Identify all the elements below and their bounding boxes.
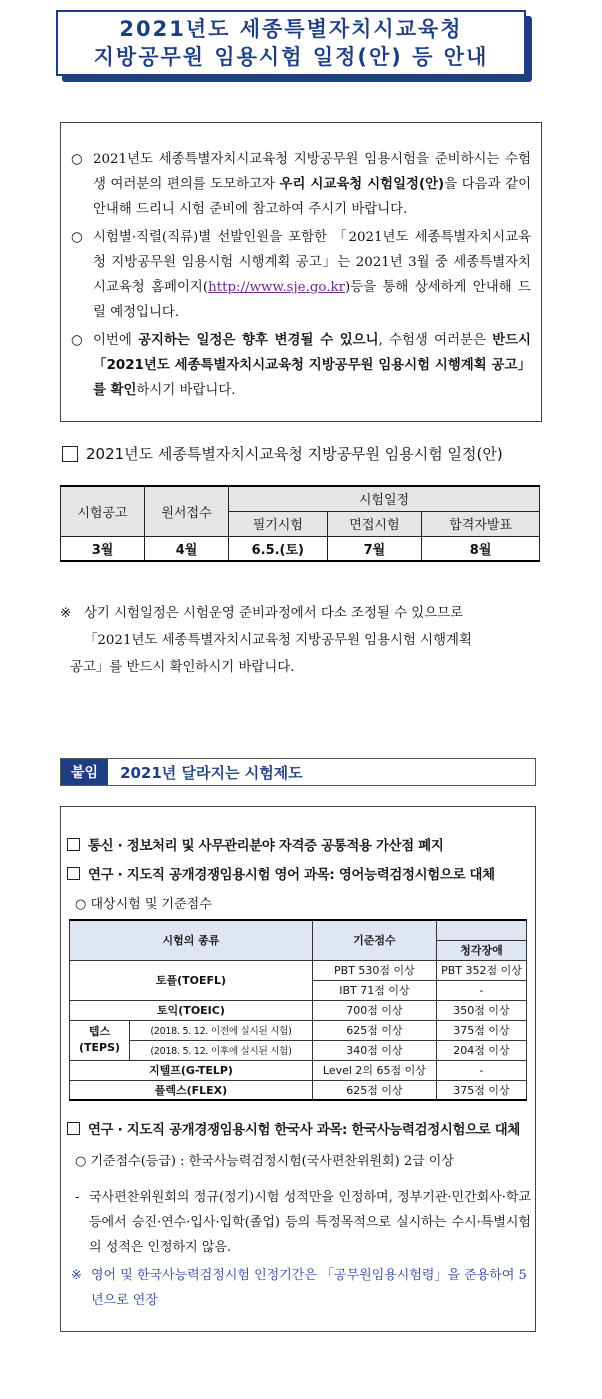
- notice-item-1: ○ 2021년도 세종특별자치시교육청 지방공무원 임용시험을 준비하시는 수험생 여러분의 편의를 도모하고자 우리 시교육청 시험일정(안)을 다음과 같이 안내해 드리니 시험 준비에 참고하여 주시기 바랍니다.: [71, 147, 531, 222]
- header-base-score: 기준점수: [312, 920, 436, 960]
- circle-bullet-icon: ○: [71, 152, 83, 167]
- attachment-tag: 붙임: [61, 759, 108, 785]
- table-row: IBT 71점 이상 -: [70, 980, 527, 1000]
- page-title: [56, 10, 526, 76]
- header-apply: 원서접수: [145, 486, 229, 536]
- header-interview: 면접시험: [327, 511, 422, 536]
- validity-period-note: ※ 영어 및 한국사능력검정시험 인정기간은 「공무원임용시험령」을 준용하여 5년으로 연장: [71, 1263, 531, 1313]
- header-result: 합격자발표: [422, 511, 540, 536]
- table-row: (2018. 5. 12. 이후에 실시된 시험) 340점 이상 204점 이상: [70, 1040, 527, 1060]
- change-item-2: 연구 · 지도직 공개경쟁임용시험 영어 과목: 영어능력검정시험으로 대체: [67, 864, 495, 883]
- reference-mark-icon: ※: [71, 1268, 82, 1283]
- square-bullet-icon: [62, 446, 78, 462]
- table-row: 토플(TOEFL) PBT 530점 이상 PBT 352점 이상: [70, 960, 527, 980]
- circle-bullet-icon: ○: [71, 333, 83, 348]
- table-row: 지텔프(G-TELP) Level 2의 65점 이상 -: [70, 1060, 527, 1080]
- header-exam: 시험일정: [229, 486, 540, 511]
- attachment-title: 2021년 달라지는 시험제도: [120, 763, 303, 782]
- history-exam-note: - 국사편찬위원회의 정규(정기)시험 성적만을 인정하며, 정부기관·민간회사·학교 등에서 승진·연수·입사·입학(졸업) 등의 특정목적으로 실시하는 수시·특별시험의 성적은 인정하지 않음.: [75, 1185, 531, 1260]
- header-announce: 시험공고: [61, 486, 145, 536]
- table-row: 플렉스(FLEX) 625점 이상 375점 이상: [70, 1080, 527, 1100]
- notice-item-2: ○ 시험별·직렬(직류)별 선발인원을 포함한 「2021년도 세종특별자치시교육청 지방공무원 임용시험 시행계획 공고」는 2021년 3월 중 세종특별자치시교육청 홈페이지(http://www.sje.go.kr)등을 통해 상세하게 안내해 드릴 예정입니다.: [71, 225, 531, 325]
- attachment-header: [60, 758, 536, 786]
- attachment-body: [60, 806, 536, 1332]
- language-score-table: [69, 919, 527, 1101]
- table-row: 텝스 (TEPS) (2018. 5. 12. 이전에 실시된 시험) 625점 이상 375점 이상: [70, 1020, 527, 1040]
- header-hearing-impaired: 청각장애: [436, 940, 526, 960]
- title-line-2: 지방공무원 임용시험 일정(안) 등 안내: [93, 45, 489, 69]
- schedule-footnote: ※ 상기 시험일정은 시험운영 준비과정에서 다소 조정될 수 있으므로 「2021년도 세종특별자치시교육청 지방공무원 임용시험 시행계획 공고」를 반드시 확인하시기 바랍니다.: [60, 600, 542, 681]
- table-row: 토익(TOEIC) 700점 이상 350점 이상: [70, 1000, 527, 1020]
- circle-bullet-icon: ○: [71, 230, 83, 245]
- header-exam-type: 시험의 종류: [70, 920, 313, 960]
- title-line-1: 2021년도 세종특별자치시교육청: [119, 17, 463, 41]
- sub-heading-base-grade: ○ 기준점수(등급) : 한국사능력검정시험(국사편찬위원회) 2급 이상: [75, 1154, 454, 1169]
- schedule-heading: 2021년도 세종특별자치시교육청 지방공무원 임용시험 일정(안): [60, 443, 503, 464]
- reference-mark-icon: ※: [60, 606, 72, 621]
- sub-heading-target-exams: ○ 대상시험 및 기준점수: [75, 897, 212, 912]
- notice-emphasis: 우리 시교육청 시험일정(안): [279, 177, 445, 192]
- homepage-link[interactable]: http://www.sje.go.kr: [208, 280, 346, 295]
- notice-item-3: ○ 이번에 공지하는 일정은 향후 변경될 수 있으니, 수험생 여러분은 반드시「2021년도 세종특별자치시교육청 지방공무원 임용시험 시행계획 공고」를 확인하시기 바랍니다.: [71, 328, 531, 403]
- schedule-table: [60, 485, 540, 562]
- notice-box: [60, 122, 542, 422]
- square-bullet-icon: [67, 1122, 80, 1135]
- header-written: 필기시험: [229, 511, 328, 536]
- table-row: 3월 4월 6.5.(토) 7월 8월: [61, 536, 540, 561]
- square-bullet-icon: [67, 838, 80, 851]
- change-item-1: 통신 · 정보처리 및 사무관리분야 자격증 공통적용 가산점 폐지: [67, 835, 444, 854]
- dash-bullet-icon: -: [75, 1190, 80, 1205]
- change-item-3: 연구 · 지도직 공개경쟁임용시험 한국사 과목: 한국사능력검정시험으로 대체: [67, 1119, 520, 1138]
- square-bullet-icon: [67, 867, 80, 880]
